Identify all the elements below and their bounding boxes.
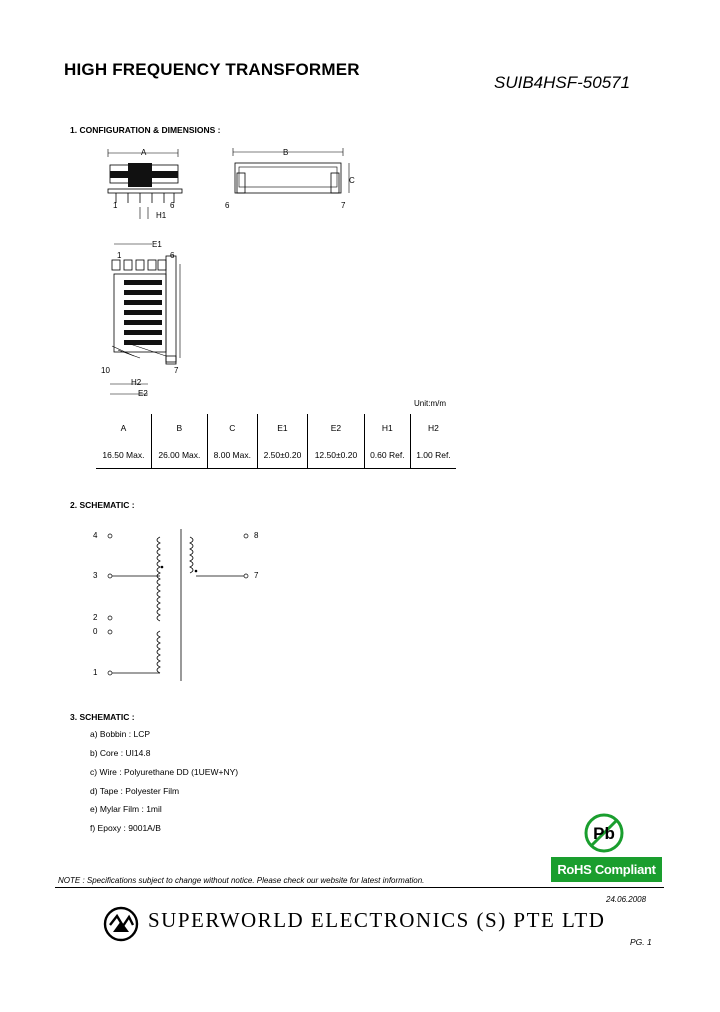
dimensions-table: [96, 414, 456, 469]
dim-c-label: C: [349, 176, 355, 185]
schematic-pin-label: 3: [93, 571, 98, 580]
side-view-drawing: [225, 145, 360, 205]
document-title: HIGH FREQUENCY TRANSFORMER: [64, 60, 360, 79]
table-header-cell: C: [207, 414, 257, 441]
material-item: d) Tape : Polyester Film: [90, 786, 180, 796]
part-number: SUIB4HSF-50571: [494, 73, 631, 92]
pin-label: 10: [101, 366, 110, 375]
table-header-row: [96, 414, 456, 441]
table-cell: 8.00 Max.: [207, 441, 257, 469]
specification-note: NOTE : Specifications subject to change without notice. Please check our website for latest information.: [58, 876, 425, 885]
table-row: [96, 441, 456, 469]
front-view-drawing: [100, 145, 190, 225]
unit-label: Unit:m/m: [414, 399, 446, 408]
table-header-cell: H1: [364, 414, 410, 441]
table-cell: 2.50±0.20: [257, 441, 307, 469]
schematic-pin-label: 8: [254, 531, 259, 540]
schematic-pin-label: 7: [254, 571, 259, 580]
material-item: f) Epoxy : 9001A/B: [90, 823, 161, 833]
material-item: e) Mylar Film : 1mil: [90, 804, 162, 814]
pin-label: 6: [170, 201, 175, 210]
schematic-pin-label: 1: [93, 668, 98, 677]
table-cell: 16.50 Max.: [96, 441, 151, 469]
document-date: 24.06.2008: [606, 895, 647, 904]
table-header-cell: E2: [308, 414, 365, 441]
table-cell: 0.60 Ref.: [364, 441, 410, 469]
table-header-cell: H2: [428, 422, 439, 433]
section3-heading: 3. SCHEMATIC :: [70, 712, 135, 722]
pin-label: 1: [117, 251, 122, 260]
dim-b-label: B: [283, 148, 289, 157]
dim-h1-label: H1: [156, 211, 167, 220]
footer-divider: [55, 887, 664, 888]
pin-label: 7: [174, 366, 179, 375]
table-header-cell: E1: [257, 414, 307, 441]
company-name: SUPERWORLD ELECTRONICS (S) PTE LTD: [148, 908, 606, 932]
page-number: PG. 1: [630, 937, 652, 947]
pb-symbol: Pb: [593, 824, 615, 843]
pb-free-icon: [583, 812, 625, 854]
table-cell: 1.00 Ref.: [410, 441, 456, 469]
material-item: a) Bobbin : LCP: [90, 729, 151, 739]
company-logo-icon: [103, 906, 139, 942]
dim-h2-label: H2: [131, 378, 142, 387]
pin-label: 1: [113, 201, 118, 210]
dim-a-label: A: [141, 148, 147, 157]
table-cell: 26.00 Max.: [151, 441, 207, 469]
schematic-drawing: [100, 525, 270, 685]
material-item: b) Core : UI14.8: [90, 748, 151, 758]
schematic-pin-label: 4: [93, 531, 98, 540]
pin-label: 6: [170, 251, 175, 260]
pin-label: 6: [225, 201, 230, 210]
schematic-pin-label: 2: [93, 613, 98, 622]
schematic-pin-label: 0: [93, 627, 98, 636]
section1-heading: 1. CONFIGURATION & DIMENSIONS :: [70, 125, 221, 135]
material-item: c) Wire : Polyurethane DD (1UEW+NY): [90, 767, 239, 777]
table-cell: 12.50±0.20: [308, 441, 365, 469]
table-header-cell: A: [96, 414, 151, 441]
pin-label: 7: [341, 201, 346, 210]
section2-heading: 2. SCHEMATIC :: [70, 500, 135, 510]
dim-e1-label: E1: [152, 240, 162, 249]
rohs-compliant-badge: RoHS Compliant: [551, 857, 662, 882]
table-header-cell: B: [151, 414, 207, 441]
dim-e2-label: E2: [138, 389, 148, 398]
